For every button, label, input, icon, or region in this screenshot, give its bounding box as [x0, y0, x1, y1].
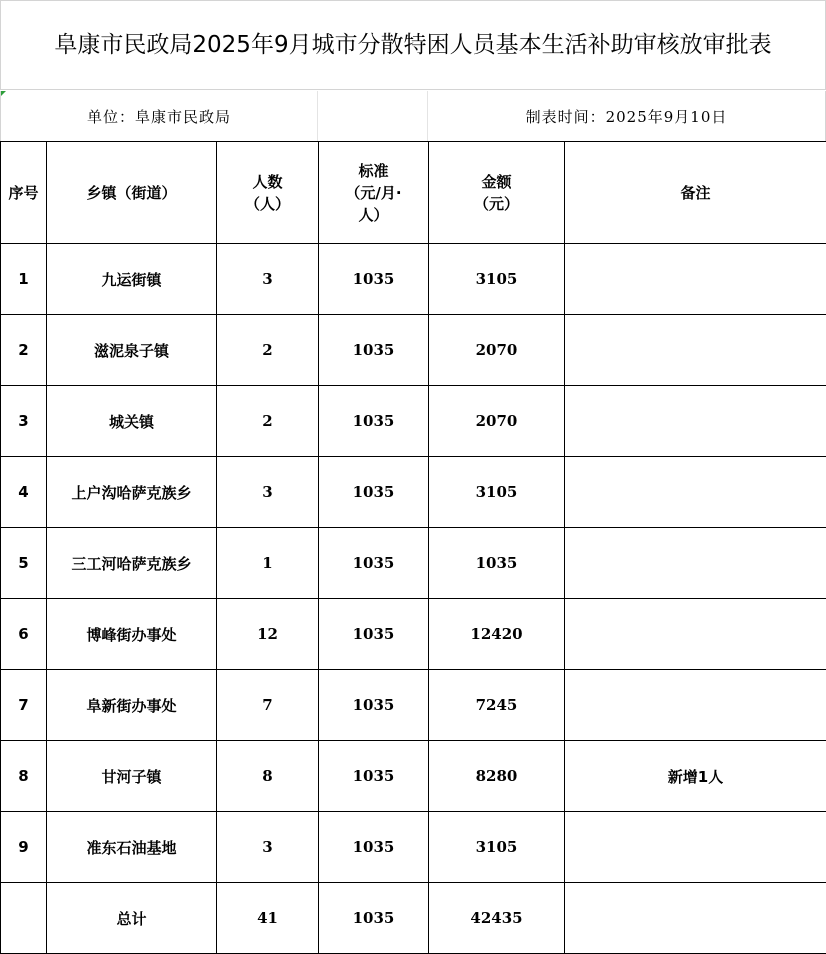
table-row — [1, 528, 826, 599]
header-standard-line1: 标准 — [319, 160, 428, 182]
cell-standard: 1035 — [319, 670, 429, 741]
table-row — [1, 315, 826, 386]
table-row — [1, 457, 826, 528]
cell-amount: 3105 — [429, 244, 565, 315]
header-count-line1: 人数 — [217, 171, 318, 193]
cell-remark — [565, 244, 826, 315]
cell-remark — [565, 528, 826, 599]
header-row — [1, 142, 826, 244]
cell-remark: 新增1人 — [565, 741, 826, 812]
total-row — [1, 883, 826, 954]
cell-count: 12 — [217, 599, 319, 670]
cell-count: 3 — [217, 812, 319, 883]
header-amount — [429, 142, 565, 244]
cell-seq: 1 — [1, 244, 47, 315]
cell-seq: 4 — [1, 457, 47, 528]
cell-seq: 3 — [1, 386, 47, 457]
cell-count: 2 — [217, 315, 319, 386]
cell-seq: 8 — [1, 741, 47, 812]
cell-town: 滋泥泉子镇 — [47, 315, 217, 386]
unit-label: 单位：阜康市民政局 — [0, 91, 318, 141]
cell-amount: 2070 — [429, 386, 565, 457]
cell-town: 阜新街办事处 — [47, 670, 217, 741]
header-amount-line2: （元） — [429, 193, 564, 215]
header-town: 乡镇（街道） — [47, 142, 217, 244]
table-row — [1, 244, 826, 315]
cell-amount: 3105 — [429, 457, 565, 528]
header-seq: 序号 — [1, 142, 47, 244]
cell-count: 2 — [217, 386, 319, 457]
cell-amount: 1035 — [429, 528, 565, 599]
header-standard — [319, 142, 429, 244]
header-standard-line3: 人） — [319, 204, 428, 226]
total-amount: 42435 — [429, 883, 565, 954]
cell-standard: 1035 — [319, 386, 429, 457]
cell-town: 博峰街办事处 — [47, 599, 217, 670]
cell-standard: 1035 — [319, 315, 429, 386]
cell-town: 城关镇 — [47, 386, 217, 457]
cell-seq: 5 — [1, 528, 47, 599]
total-standard: 1035 — [319, 883, 429, 954]
cell-seq: 9 — [1, 812, 47, 883]
cell-town: 九运街镇 — [47, 244, 217, 315]
cell-remark — [565, 457, 826, 528]
table-row — [1, 741, 826, 812]
table-title — [0, 0, 826, 90]
cell-town: 准东石油基地 — [47, 812, 217, 883]
header-standard-line2: （元/月· — [319, 182, 428, 204]
cell-remark — [565, 670, 826, 741]
total-seq — [1, 883, 47, 954]
header-count — [217, 142, 319, 244]
cell-standard: 1035 — [319, 457, 429, 528]
cell-seq: 2 — [1, 315, 47, 386]
date-label: 制表时间：2025年9月10日 — [428, 91, 826, 141]
header-remark: 备注 — [565, 142, 826, 244]
table-row — [1, 386, 826, 457]
cell-town: 上户沟哈萨克族乡 — [47, 457, 217, 528]
cell-standard: 1035 — [319, 599, 429, 670]
cell-town: 甘河子镇 — [47, 741, 217, 812]
cell-remark — [565, 812, 826, 883]
cell-count: 1 — [217, 528, 319, 599]
total-count: 41 — [217, 883, 319, 954]
cell-town: 三工河哈萨克族乡 — [47, 528, 217, 599]
cell-amount: 7245 — [429, 670, 565, 741]
cell-remark — [565, 599, 826, 670]
cell-amount: 8280 — [429, 741, 565, 812]
cell-standard: 1035 — [319, 741, 429, 812]
cell-remark — [565, 315, 826, 386]
cell-seq: 6 — [1, 599, 47, 670]
cell-amount: 12420 — [429, 599, 565, 670]
cell-count: 7 — [217, 670, 319, 741]
cell-standard: 1035 — [319, 528, 429, 599]
cell-standard: 1035 — [319, 244, 429, 315]
cell-count: 8 — [217, 741, 319, 812]
header-count-line2: （人） — [217, 193, 318, 215]
cell-standard: 1035 — [319, 812, 429, 883]
cell-amount: 2070 — [429, 315, 565, 386]
header-amount-line1: 金额 — [429, 171, 564, 193]
table-row — [1, 812, 826, 883]
cell-amount: 3105 — [429, 812, 565, 883]
cell-count: 3 — [217, 457, 319, 528]
cell-count: 3 — [217, 244, 319, 315]
total-label: 总计 — [47, 883, 217, 954]
total-remark — [565, 883, 826, 954]
cell-remark — [565, 386, 826, 457]
table-row — [1, 599, 826, 670]
info-blank-cell — [318, 91, 428, 141]
cell-seq: 7 — [1, 670, 47, 741]
table-title-text: 阜康市民政局2025年9月城市分散特困人员基本生活补助审核放审批表 — [7, 29, 819, 62]
table-row — [1, 670, 826, 741]
subsidy-table — [0, 141, 826, 954]
